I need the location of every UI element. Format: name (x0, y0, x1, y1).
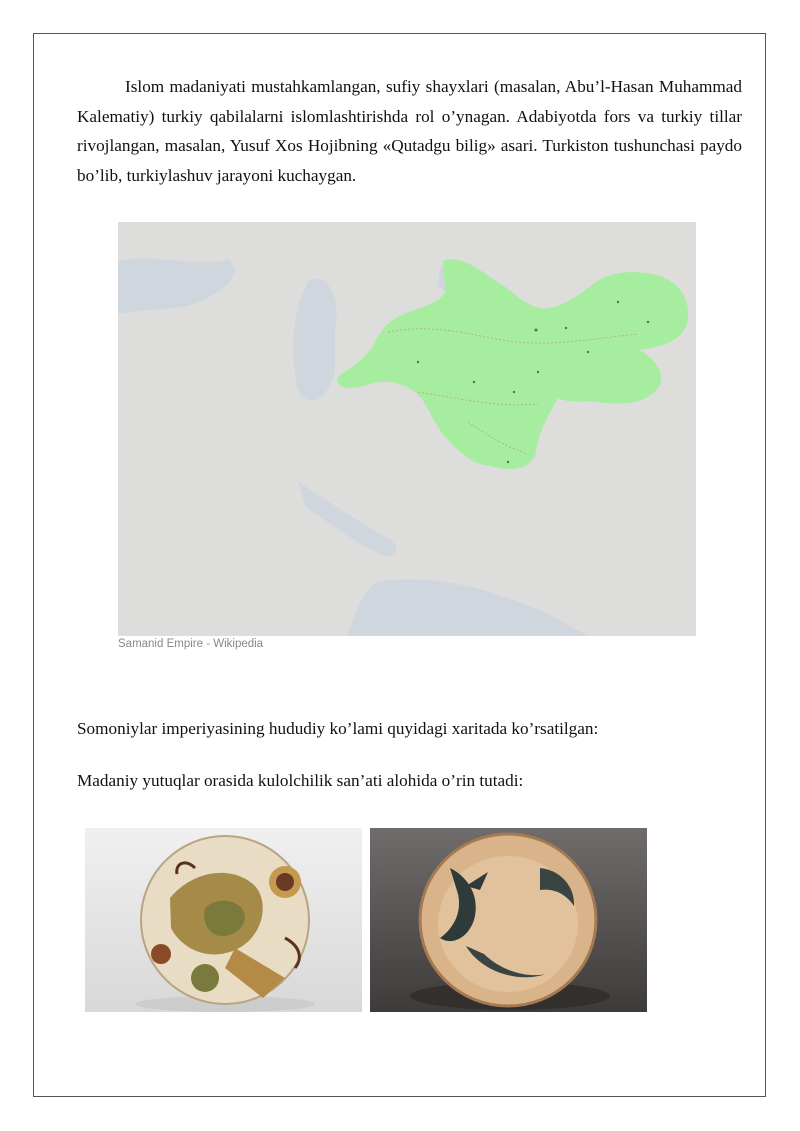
body-paragraph: Islom madaniyati mustahkamlangan, sufiy shayxlari (masalan, Abu’l-Hasan Muhammad Kalematiy) turkiy qabilalarni islomlashtirishda rol o’ynagan. Adabiyotda fors va turkiy tillar rivojlangan, masalan, Yusuf Xos Hojibning «Qutadgu bilig» asari. Turkiston tushunchasi paydo bo’lib, turkiylashuv jarayoni kuchaygan. (77, 77, 742, 185)
bowl-photo-left (85, 828, 362, 1012)
samanid-empire-map (118, 222, 696, 636)
bowl-photo-right (370, 828, 647, 1012)
pottery-sentence: Madaniy yutuqlar orasida kulolchilik san’ati alohida o’rin tutadi: (77, 771, 524, 790)
map-graphic (118, 222, 696, 636)
territory-sentence: Somoniylar imperiyasining hududiy ko’lami quyidagi xaritada ko’rsatilgan: (77, 719, 599, 738)
map-caption: Samanid Empire - Wikipedia (118, 638, 264, 650)
